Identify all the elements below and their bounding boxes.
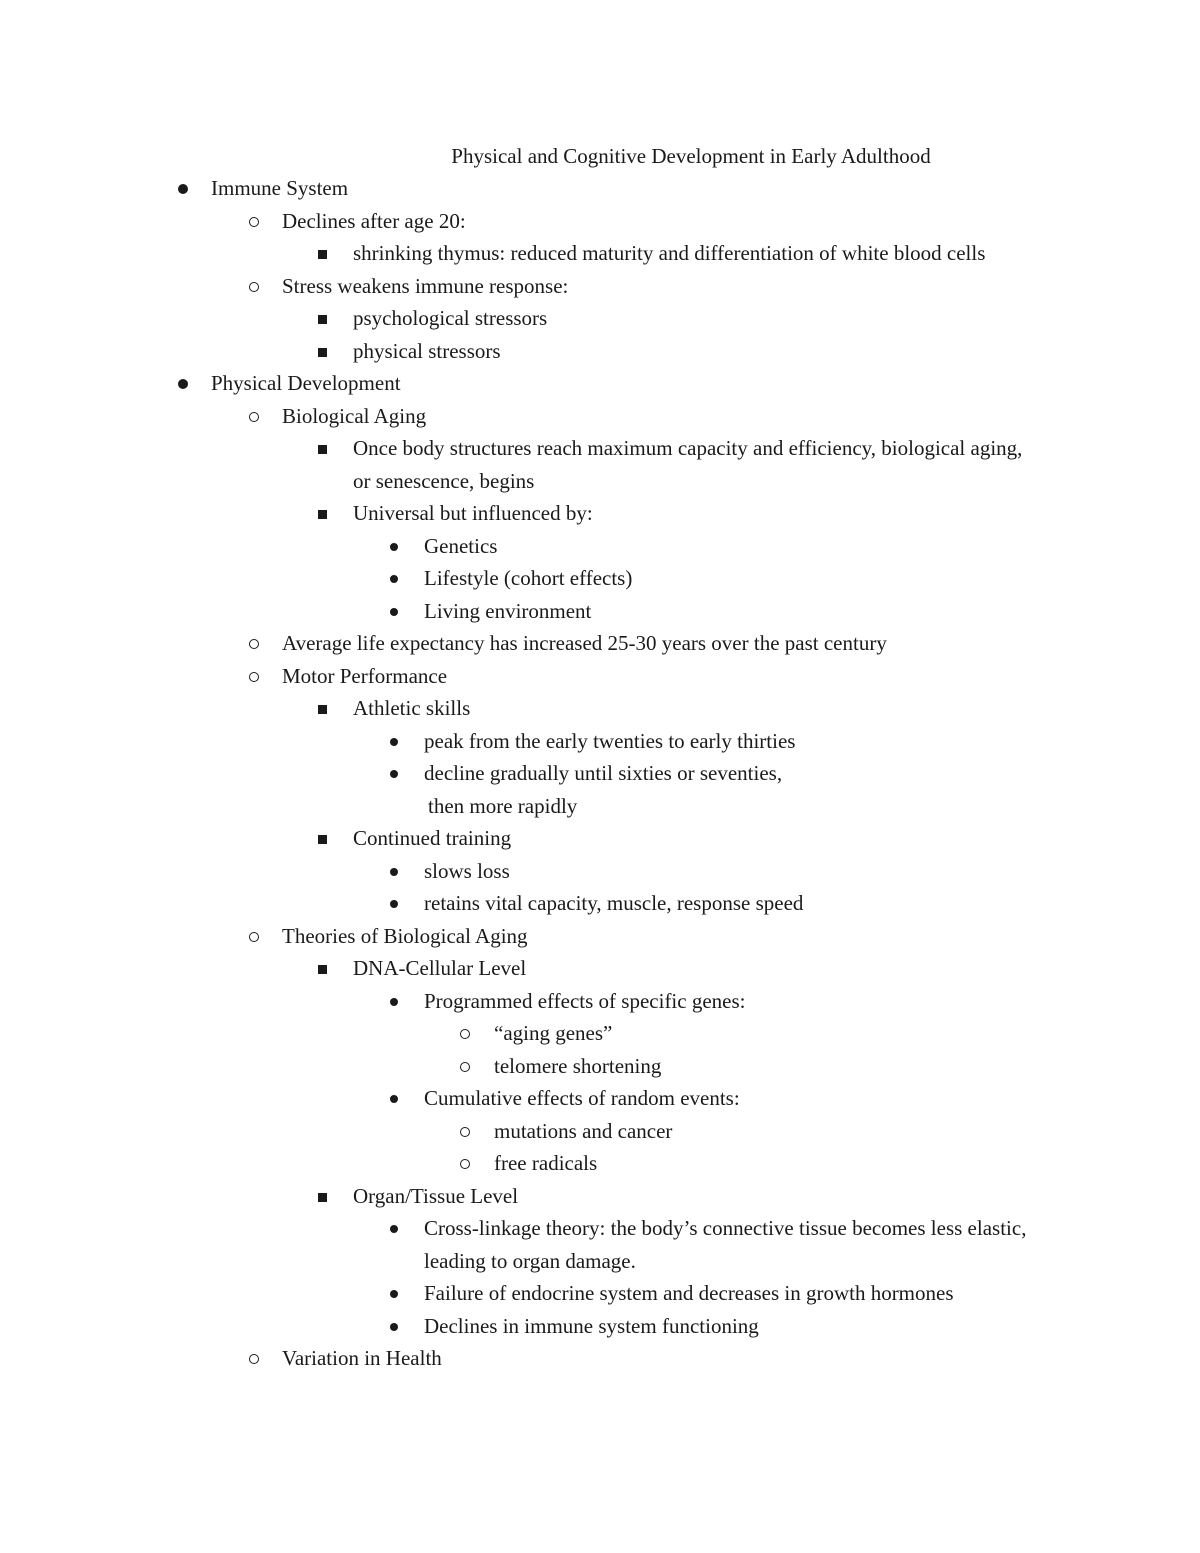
list-item-text: Failure of endocrine system and decreases in growth hormones: [424, 1281, 954, 1305]
list-item: [0, 952, 1043, 985]
list-item: [0, 432, 1043, 497]
list-item-text: retains vital capacity, muscle, response speed: [424, 891, 804, 915]
list-item-text: peak from the early twenties to early thirties: [424, 728, 796, 753]
list-item-text: Declines after age 20:: [282, 208, 466, 233]
list-item-text: mutations and cancer: [494, 1118, 673, 1143]
list-item: [0, 172, 1040, 205]
list-item-text: physical stressors: [353, 338, 501, 363]
list-item-text: Declines in immune system functioning: [424, 1313, 759, 1338]
list-item-text: Lifestyle (cohort effects): [424, 566, 633, 590]
list-item: [0, 205, 1040, 238]
list-item: [0, 822, 1043, 855]
list-item-text: Genetics: [424, 533, 498, 558]
list-item: [0, 1147, 1040, 1180]
list-item-text: Variation in Health: [282, 1346, 442, 1370]
list-item: [0, 887, 1040, 920]
list-item-text: slows loss: [424, 858, 510, 883]
list-item-text: DNA-Cellular Level: [353, 956, 527, 980]
list-item-text: psychological stressors: [353, 306, 548, 330]
list-item-text: Athletic skills: [353, 696, 471, 720]
list-item: [0, 1342, 1040, 1375]
outline-list: [0, 172, 1200, 1375]
list-item: [0, 530, 1040, 563]
list-item: [0, 1017, 1040, 1050]
list-item: [0, 562, 1040, 595]
list-item: [0, 1082, 1040, 1115]
list-item-text: Organ/Tissue Level: [353, 1183, 519, 1208]
list-item: [0, 1050, 1040, 1083]
list-item: [0, 985, 1040, 1018]
list-item-text: Motor Performance: [282, 663, 448, 688]
list-item: [0, 497, 1043, 530]
list-item: [0, 627, 1040, 660]
list-item-continuation: then more rapidly: [428, 793, 578, 818]
list-item-text: Immune System: [211, 176, 349, 200]
list-item: [0, 367, 1040, 400]
list-item-text: Average life expectancy has increased 25-30 years over the past century: [282, 631, 887, 655]
list-item-text: Once body structures reach maximum capacity and efficiency, biological aging, or senescence, begins: [353, 436, 1023, 493]
list-item: [0, 757, 1040, 790]
list-item: [0, 270, 1040, 303]
list-item-text: shrinking thymus: reduced maturity and differentiation of white blood cells: [353, 241, 986, 265]
list-item-text: Physical Development: [211, 371, 401, 395]
list-item: [0, 302, 1043, 335]
list-item-text: free radicals: [494, 1151, 598, 1175]
list-item: [0, 595, 1040, 628]
list-item: [0, 920, 1040, 953]
list-item: [0, 1212, 1040, 1277]
list-item-text: decline gradually until sixties or seventies,: [424, 761, 783, 785]
list-item: [0, 855, 1040, 888]
list-item-text: Stress weakens immune response:: [282, 273, 569, 298]
list-item-text: Cumulative effects of random events:: [424, 1086, 740, 1110]
list-item-text: Continued training: [353, 826, 512, 850]
list-item: [0, 725, 1040, 758]
list-item-text: “aging genes”: [494, 1021, 613, 1045]
list-item: [0, 1277, 1040, 1310]
list-item-text: telomere shortening: [494, 1053, 662, 1078]
list-item-text: Programmed effects of specific genes:: [424, 988, 746, 1013]
list-item: [0, 1180, 1043, 1213]
list-item: [0, 237, 1043, 270]
list-item-text: Cross-linkage theory: the body’s connective tissue becomes less elastic, leading to organ damage.: [424, 1216, 1027, 1273]
list-item: [0, 335, 1043, 368]
list-item: [0, 692, 1043, 725]
list-item: [0, 660, 1040, 693]
list-item-text: Biological Aging: [282, 403, 427, 428]
document-title: Physical and Cognitive Development in Early Adulthood: [451, 144, 931, 168]
list-item-text: Theories of Biological Aging: [282, 923, 528, 948]
list-item-text: Living environment: [424, 598, 592, 623]
list-item: [0, 1115, 1040, 1148]
list-item: [0, 1310, 1040, 1343]
list-item-text: Universal but influenced by:: [353, 501, 593, 525]
list-item: [0, 400, 1040, 433]
